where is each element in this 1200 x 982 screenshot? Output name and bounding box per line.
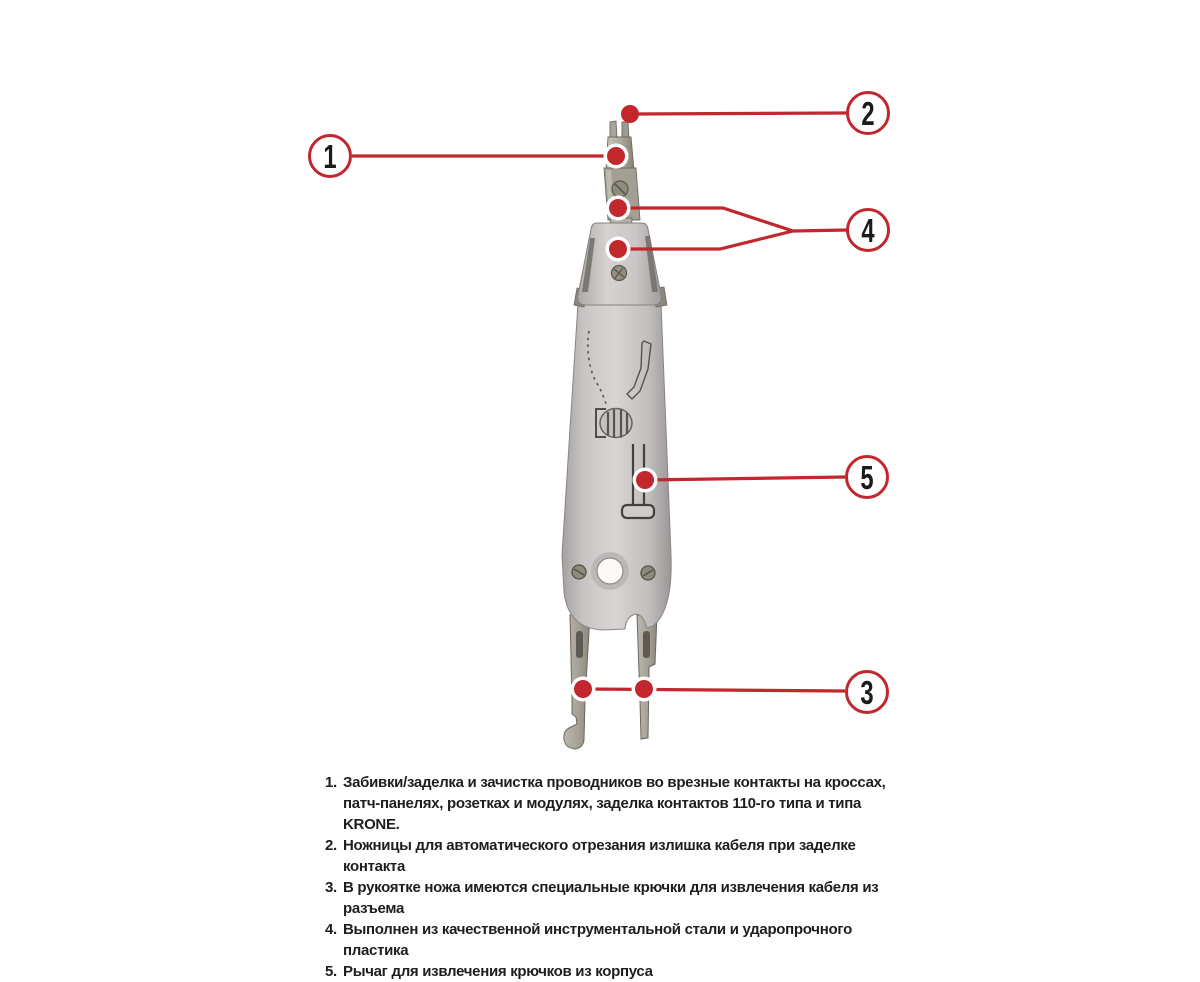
anchor-dot-4a [609, 199, 627, 217]
legend-list [325, 772, 893, 982]
legend-item-number: 2. [325, 837, 337, 854]
handle-cap [574, 223, 667, 307]
legend-item-1 [325, 772, 893, 835]
callout-5-label: 5 [860, 458, 874, 496]
anchor-dot-5 [636, 471, 654, 489]
mounting-hole-icon [597, 558, 623, 584]
body-screw-icon [641, 566, 655, 580]
callout-3-label: 3 [860, 673, 874, 711]
legend-item-number: 4. [325, 921, 337, 938]
legend-item-3 [325, 877, 893, 919]
legend-item-number: 5. [325, 963, 337, 980]
legend-item-2 [325, 835, 893, 877]
legend-item-number: 1. [325, 774, 337, 791]
legend-item-4 [325, 919, 893, 961]
callout-2 [846, 91, 890, 135]
anchor-dot-2 [621, 105, 639, 123]
anchor-dot-1 [607, 147, 625, 165]
legend-item-text: Выполнен из качественной инструментальной стали и ударопрочного пластика [343, 921, 852, 959]
body-screw-icon [572, 565, 586, 579]
legend-item-text: Рычаг для извлечения крючков из корпуса [343, 963, 653, 980]
legend-item-number: 3. [325, 879, 337, 896]
anchor-dot-4b [609, 240, 627, 258]
callout-4-label: 4 [861, 211, 875, 249]
callout-4 [846, 208, 890, 252]
callout-5 [845, 455, 889, 499]
callout-1-label: 1 [323, 137, 337, 175]
tool-body [562, 303, 671, 630]
legend-item-text: В рукоятке ножа имеются специальные крючки для извлечения кабеля из разъема [343, 879, 879, 917]
legend-item-text: Забивки/заделка и зачистка проводников во врезные контакты на кроссах, патч-панелях, розетках и модулях, заделка контактов 110-го типа и типа KRONE. [343, 774, 886, 833]
anchor-dot-3a [574, 680, 592, 698]
legend-item-5 [325, 961, 893, 982]
callout-1 [308, 134, 352, 178]
legend-item-text: Ножницы для автоматического отрезания излишка кабеля при заделке контакта [343, 837, 856, 875]
anchor-dot-3b [635, 680, 653, 698]
callout-2-label: 2 [861, 94, 875, 132]
callout-3 [845, 670, 889, 714]
